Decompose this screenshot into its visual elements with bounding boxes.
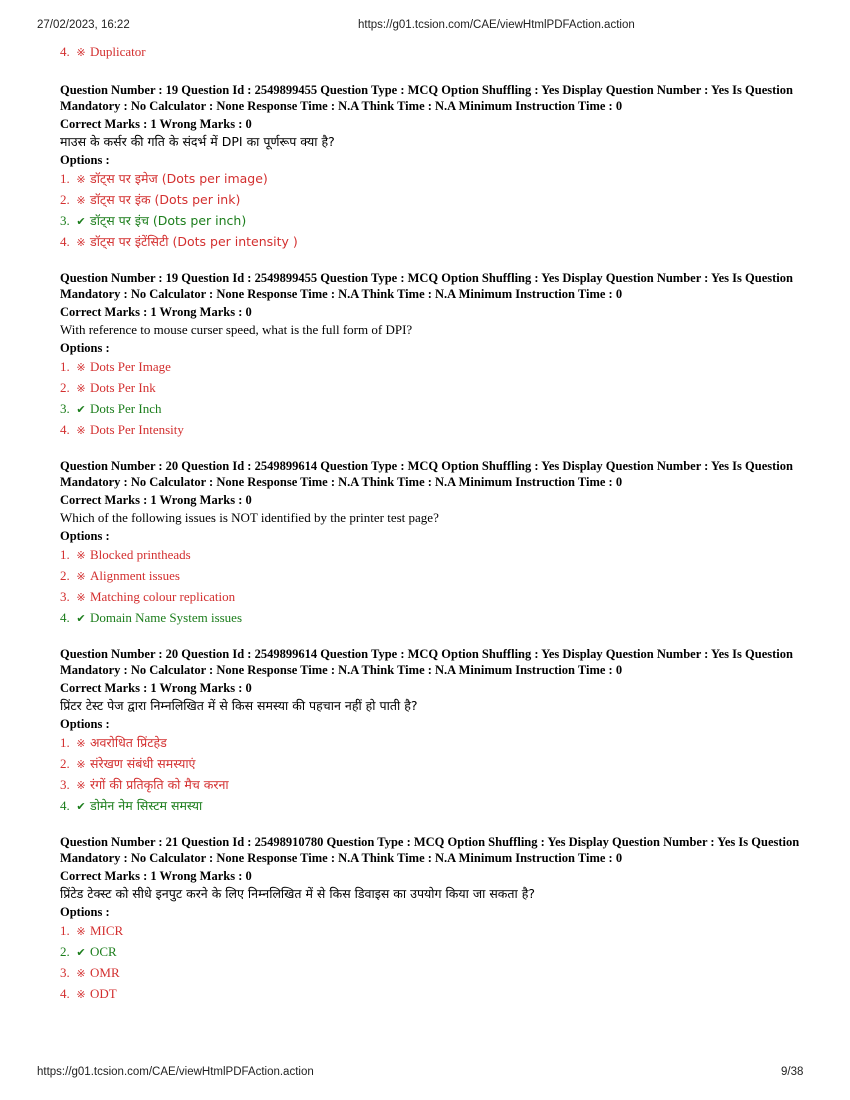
- option-number: 1.: [60, 735, 70, 750]
- print-header-url: https://g01.tcsion.com/CAE/viewHtmlPDFAction.action: [358, 19, 635, 31]
- option-number: 4.: [60, 422, 70, 437]
- answer-option: [60, 357, 800, 378]
- option-label: Alignment issues: [90, 568, 180, 583]
- wrong-mark-icon: ※: [76, 236, 86, 249]
- option-number: 2.: [60, 380, 70, 395]
- wrong-mark-icon: ※: [76, 758, 86, 771]
- answer-option: [60, 775, 800, 796]
- option-number: 4.: [60, 610, 70, 625]
- option-label: MICR: [90, 923, 124, 938]
- wrong-mark-icon: ※: [76, 194, 86, 207]
- wrong-mark-icon: ※: [76, 988, 86, 1001]
- answer-option: [60, 378, 800, 399]
- option-label: संरेखण संबंधी समस्याएं: [90, 756, 196, 771]
- wrong-mark-icon: ※: [76, 382, 86, 395]
- print-timestamp: 27/02/2023, 16:22: [37, 19, 130, 31]
- question-block: [60, 647, 800, 817]
- wrong-mark-icon: ※: [76, 925, 86, 938]
- answer-option: [60, 733, 800, 754]
- question-list: [60, 83, 800, 1005]
- option-label: डॉट्स पर इंक (Dots per ink): [90, 192, 241, 207]
- option-label: Blocked printheads: [90, 547, 191, 562]
- print-footer-url: https://g01.tcsion.com/CAE/viewHtmlPDFAction.action: [37, 1066, 314, 1078]
- wrong-mark-icon: ※: [76, 737, 86, 750]
- options-heading: Options :: [60, 905, 110, 919]
- option-number: 2.: [60, 756, 70, 771]
- question-marks: Correct Marks : 1 Wrong Marks : 0: [60, 869, 252, 883]
- option-label: रंगों की प्रतिकृति को मैच करना: [90, 777, 229, 792]
- question-metadata: Question Number : 20 Question Id : 2549899614 Question Type : MCQ Option Shuffling : Yes Display Question Number : Yes Is Question Mandatory : No Calculator : None Response Time : N.A Think Time : N.A Minimum Instruction Time : 0: [60, 647, 793, 677]
- option-label: Dots Per Inch: [90, 401, 162, 416]
- wrong-mark-icon: ※: [76, 570, 86, 583]
- option-label: अवरोधित प्रिंटहेड: [90, 735, 167, 750]
- option-label: Matching colour replication: [90, 589, 236, 604]
- question-block: [60, 271, 800, 441]
- answer-option: [60, 190, 800, 211]
- answer-option: [60, 169, 800, 190]
- option-label: ODT: [90, 986, 117, 1001]
- options-heading: Options :: [60, 341, 110, 355]
- option-label: Domain Name System issues: [90, 610, 243, 625]
- question-block: [60, 459, 800, 629]
- question-marks: Correct Marks : 1 Wrong Marks : 0: [60, 493, 252, 507]
- question-paper: [60, 42, 800, 1023]
- option-number: 3.: [60, 589, 70, 604]
- wrong-mark-icon: ※: [76, 173, 86, 186]
- option-label: डॉट्स पर इंटेंसिटी (Dots per intensity ): [90, 234, 298, 249]
- question-marks: Correct Marks : 1 Wrong Marks : 0: [60, 305, 252, 319]
- option-number: 4.: [60, 234, 70, 249]
- option-label: डॉट्स पर इमेज (Dots per image): [90, 171, 268, 186]
- option-label: Dots Per Image: [90, 359, 171, 374]
- option-label: Dots Per Intensity: [90, 422, 184, 437]
- question-metadata: Question Number : 19 Question Id : 2549899455 Question Type : MCQ Option Shuffling : Yes Display Question Number : Yes Is Question Mandatory : No Calculator : None Response Time : N.A Think Time : N.A Minimum Instruction Time : 0: [60, 83, 793, 113]
- question-text: माउस के कर्सर की गति के संदर्भ में DPI का पूर्णरूप क्या है?: [60, 134, 335, 149]
- wrong-mark-icon: ※: [76, 549, 86, 562]
- correct-check-icon: ✔: [76, 612, 86, 625]
- wrong-mark-icon: ※: [76, 361, 86, 374]
- answer-option: [60, 399, 800, 420]
- option-number: 1.: [60, 171, 70, 186]
- wrong-mark-icon: ※: [76, 779, 86, 792]
- option-number: 1.: [60, 547, 70, 562]
- wrong-mark-icon: ※: [76, 591, 86, 604]
- question-metadata: Question Number : 19 Question Id : 2549899455 Question Type : MCQ Option Shuffling : Yes Display Question Number : Yes Is Question Mandatory : No Calculator : None Response Time : N.A Think Time : N.A Minimum Instruction Time : 0: [60, 271, 793, 301]
- option-label: OMR: [90, 965, 120, 980]
- option-number: 4.: [60, 798, 70, 813]
- answer-option: [60, 921, 800, 942]
- question-marks: Correct Marks : 1 Wrong Marks : 0: [60, 117, 252, 131]
- answer-option: [60, 608, 800, 629]
- wrong-mark-icon: ※: [76, 424, 86, 437]
- answer-option: [60, 942, 800, 963]
- options-heading: Options :: [60, 153, 110, 167]
- answer-option: [60, 566, 800, 587]
- answer-option: [60, 211, 800, 232]
- question-block: [60, 835, 800, 1005]
- option-number: 2.: [60, 192, 70, 207]
- answer-option: [60, 232, 800, 253]
- correct-check-icon: ✔: [76, 403, 86, 416]
- option-number: 4.: [60, 44, 70, 59]
- correct-check-icon: ✔: [76, 946, 86, 959]
- option-label: OCR: [90, 944, 117, 959]
- wrong-mark-icon: ※: [76, 46, 86, 59]
- correct-check-icon: ✔: [76, 215, 86, 228]
- option-number: 1.: [60, 359, 70, 374]
- question-text: With reference to mouse curser speed, what is the full form of DPI?: [60, 322, 413, 337]
- previous-question-option: [60, 42, 800, 63]
- answer-option: [60, 587, 800, 608]
- option-number: 3.: [60, 213, 70, 228]
- option-label: डोमेन नेम सिस्टम समस्या: [90, 798, 203, 813]
- page-number: 9/38: [781, 1066, 804, 1078]
- option-label: Dots Per Ink: [90, 380, 156, 395]
- question-text: प्रिंटेड टेक्स्ट को सीधे इनपुट करने के लिए निम्नलिखित में से किस डिवाइस का उपयोग किया जा सकता है?: [60, 886, 535, 901]
- option-number: 2.: [60, 944, 70, 959]
- wrong-mark-icon: ※: [76, 967, 86, 980]
- options-heading: Options :: [60, 717, 110, 731]
- option-number: 3.: [60, 401, 70, 416]
- options-heading: Options :: [60, 529, 110, 543]
- option-label: Duplicator: [90, 44, 146, 59]
- option-number: 3.: [60, 777, 70, 792]
- option-number: 3.: [60, 965, 70, 980]
- answer-option: [60, 545, 800, 566]
- question-text: प्रिंटर टेस्ट पेज द्वारा निम्नलिखित में से किस समस्या की पहचान नहीं हो पाती है?: [60, 698, 418, 713]
- answer-option: [60, 963, 800, 984]
- option-number: 4.: [60, 986, 70, 1001]
- option-number: 2.: [60, 568, 70, 583]
- correct-check-icon: ✔: [76, 800, 86, 813]
- question-text: Which of the following issues is NOT identified by the printer test page?: [60, 510, 439, 525]
- option-label: डॉट्स पर इंच (Dots per inch): [90, 213, 247, 228]
- answer-option: [60, 984, 800, 1005]
- answer-option: [60, 754, 800, 775]
- answer-option: [60, 420, 800, 441]
- option-number: 1.: [60, 923, 70, 938]
- question-marks: Correct Marks : 1 Wrong Marks : 0: [60, 681, 252, 695]
- question-block: [60, 83, 800, 253]
- answer-option: [60, 796, 800, 817]
- question-metadata: Question Number : 21 Question Id : 25498910780 Question Type : MCQ Option Shuffling : Yes Display Question Number : Yes Is Question Mandatory : No Calculator : None Response Time : N.A Think Time : N.A Minimum Instruction Time : 0: [60, 835, 800, 865]
- question-metadata: Question Number : 20 Question Id : 2549899614 Question Type : MCQ Option Shuffling : Yes Display Question Number : Yes Is Question Mandatory : No Calculator : None Response Time : N.A Think Time : N.A Minimum Instruction Time : 0: [60, 459, 793, 489]
